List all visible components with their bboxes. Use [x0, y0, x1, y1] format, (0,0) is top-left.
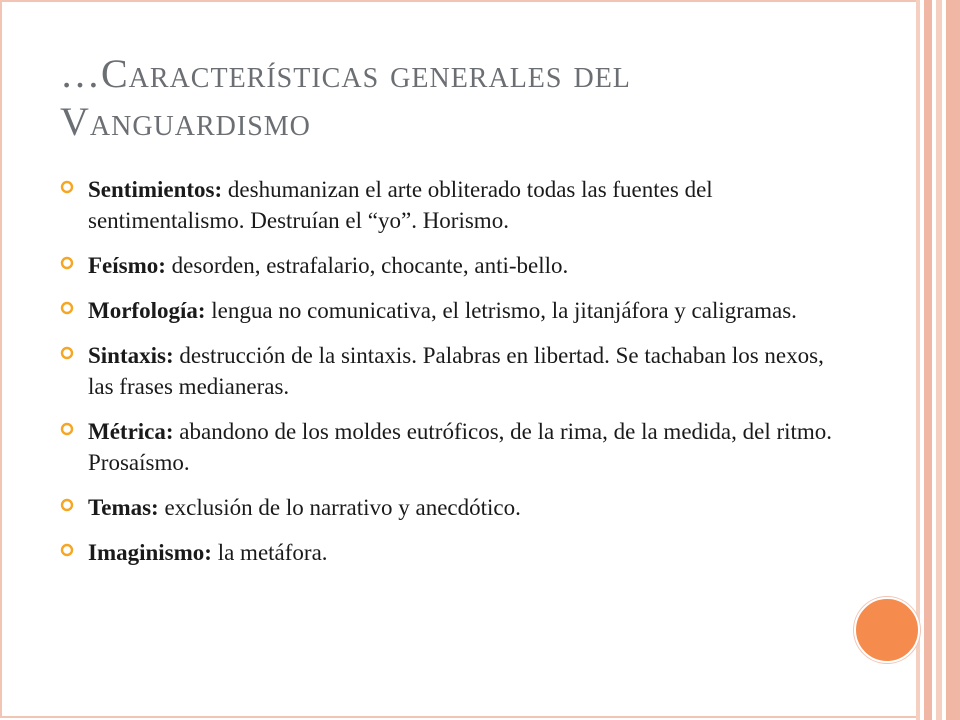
- bullet-label: Sentimientos:: [88, 177, 223, 202]
- bullet-text: la metáfora.: [217, 540, 328, 565]
- bullet-item-sintaxis: [60, 340, 840, 402]
- orange-circle-decoration: [854, 597, 920, 663]
- ring-bullet-icon: [60, 256, 74, 270]
- ring-bullet-icon: [60, 543, 74, 557]
- slide-title: …Características generales del Vanguardismo: [60, 51, 631, 144]
- ring-bullet-icon: [60, 180, 74, 194]
- bullet-item-morfologia: [60, 295, 840, 326]
- bullet-item-temas: [60, 492, 840, 523]
- bullet-text: desorden, estrafalario, chocante, anti-bello.: [171, 253, 569, 278]
- bullet-label: Sintaxis:: [88, 343, 174, 368]
- ring-bullet-icon: [60, 498, 74, 512]
- bullet-label: Imaginismo:: [88, 540, 212, 565]
- bullet-label: Morfología:: [88, 298, 206, 323]
- bullet-label: Métrica:: [88, 419, 174, 444]
- bullet-text: abandono de los moldes eutróficos, de la rima, de la medida, del ritmo. Prosaísmo.: [88, 419, 833, 475]
- bullet-text: destrucción de la sintaxis. Palabras en libertad. Se tachaban los nexos, las frases medianeras.: [88, 343, 824, 399]
- ring-bullet-icon: [60, 346, 74, 360]
- bullet-text: lengua no comunicativa, el letrismo, la jitanjáfora y caligramas.: [211, 298, 797, 323]
- bullet-item-feismo: [60, 250, 840, 281]
- bullet-text: deshumanizan el arte obliterado todas las fuentes del sentimentalismo. Destruían el “yo”. Horismo.: [88, 177, 713, 233]
- ring-bullet-icon: [60, 301, 74, 315]
- bullet-item-imaginismo: [60, 537, 840, 568]
- ring-bullet-icon: [60, 422, 74, 436]
- bullet-label: Feísmo:: [88, 253, 166, 278]
- bullet-item-metrica: [60, 416, 840, 478]
- bullet-item-sentimientos: [60, 174, 840, 236]
- bullet-label: Temas:: [88, 495, 159, 520]
- decorative-stripes: [916, 0, 960, 720]
- bullet-text: exclusión de lo narrativo y anecdótico.: [164, 495, 521, 520]
- bullet-list: [60, 174, 840, 582]
